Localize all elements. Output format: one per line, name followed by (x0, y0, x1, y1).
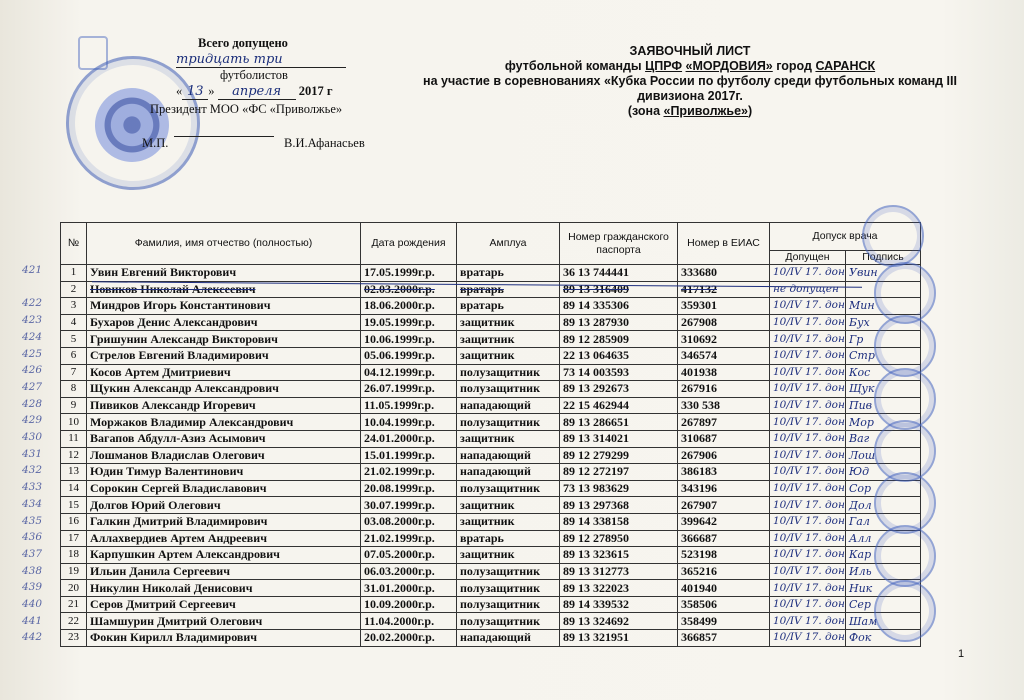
title-line4: дивизиона 2017г. (637, 89, 743, 103)
eias-number: 401940 (678, 580, 770, 597)
player-signature: Дол (846, 497, 921, 514)
table-row (61, 596, 921, 613)
doctor-admission: 10/IV 17. дон (770, 596, 846, 613)
birth-date: 10.04.1999г.р. (361, 414, 457, 431)
row-number: 12 (61, 447, 87, 464)
eias-number: 399642 (678, 513, 770, 530)
table-row (61, 447, 921, 464)
birth-date: 10.09.2000г.р. (361, 596, 457, 613)
passport-number: 89 14 339532 (560, 596, 678, 613)
margin-number: 440 (22, 598, 43, 610)
row-number: 6 (61, 347, 87, 364)
player-name: Щукин Александр Александрович (87, 381, 361, 398)
eias-number: 330 538 (678, 397, 770, 414)
player-signature: Алл (846, 530, 921, 547)
birth-date: 24.01.2000г.р. (361, 430, 457, 447)
margin-number: 441 (22, 614, 43, 627)
eias-number: 310687 (678, 430, 770, 447)
margin-number: 429 (22, 414, 43, 427)
doctor-stamp-icon (862, 205, 924, 267)
passport-number: 22 15 462944 (560, 397, 678, 414)
passport-number: 89 14 335306 (560, 298, 678, 315)
player-name: Сорокин Сергей Владиславович (87, 480, 361, 497)
passport-number: 89 13 297368 (560, 497, 678, 514)
table-row (61, 298, 921, 315)
doctor-admission: 10/IV 17. дон (770, 580, 846, 597)
title-line3: на участие в соревнованиях «Кубка России по футболу среди футбольных команд III (423, 74, 957, 88)
player-role: нападающий (457, 447, 560, 464)
player-signature: Гал (846, 513, 921, 530)
footballers-label: футболистов (220, 68, 288, 82)
row-number: 3 (61, 298, 87, 315)
doctor-admission: 10/IV 17. дон (770, 613, 846, 630)
passport-number: 89 13 287930 (560, 314, 678, 331)
table-row (61, 364, 921, 381)
page-number: 1 (958, 648, 965, 660)
birth-date: 03.08.2000г.р. (361, 513, 457, 530)
birth-date: 11.05.1999г.р. (361, 397, 457, 414)
birth-date: 21.02.1999г.р. (361, 530, 457, 547)
player-signature: Стр (846, 347, 921, 364)
player-name: Стрелов Евгений Владимирович (87, 347, 361, 364)
table-row (61, 547, 921, 564)
doctor-admission: 10/IV 17. дон (770, 464, 846, 481)
player-signature: Кос (846, 364, 921, 381)
doctor-admission: 10/IV 17. дон (770, 314, 846, 331)
doctor-admission: 10/IV 17. дон (770, 414, 846, 431)
header-role: Амплуа (457, 223, 560, 265)
table-row (61, 331, 921, 348)
player-role: нападающий (457, 630, 560, 647)
player-name: Долгов Юрий Олегович (87, 497, 361, 514)
table-row (61, 430, 921, 447)
passport-number: 89 13 292673 (560, 381, 678, 398)
header-passport: Номер гражданского паспорта (560, 223, 678, 265)
player-name: Ильин Данила Сергеевич (87, 563, 361, 580)
player-signature: Бух (846, 314, 921, 331)
doctor-admission: 10/IV 17. дон (770, 430, 846, 447)
margin-number: 433 (22, 481, 43, 494)
player-role: нападающий (457, 464, 560, 481)
player-signature: Юд (846, 464, 921, 481)
row-number: 19 (61, 563, 87, 580)
player-signature: Лош (846, 447, 921, 464)
eias-number: 267916 (678, 381, 770, 398)
player-role: полузащитник (457, 414, 560, 431)
admitted-title: Всего допущено (198, 36, 288, 50)
player-role: полузащитник (457, 381, 560, 398)
birth-date: 20.02.2000г.р. (361, 630, 457, 647)
margin-number: 434 (22, 497, 43, 510)
table-row (61, 265, 921, 282)
eias-number: 333680 (678, 265, 770, 282)
date-day: 13 (182, 84, 208, 100)
margin-number: 437 (22, 547, 43, 560)
header-no: № (61, 223, 87, 265)
eias-number: 401938 (678, 364, 770, 381)
player-role: вратарь (457, 530, 560, 547)
player-signature: Ник (846, 580, 921, 597)
player-role: вратарь (457, 281, 560, 298)
birth-date: 10.06.1999г.р. (361, 331, 457, 348)
margin-number: 424 (22, 330, 43, 343)
table-row (61, 381, 921, 398)
passport-number: 89 12 272197 (560, 464, 678, 481)
player-name: Галкин Дмитрий Владимирович (87, 513, 361, 530)
margin-number: 427 (22, 380, 43, 393)
row-number: 18 (61, 547, 87, 564)
row-number: 13 (61, 464, 87, 481)
player-signature: Кар (846, 547, 921, 564)
player-role: полузащитник (457, 364, 560, 381)
row-number: 4 (61, 314, 87, 331)
player-name: Шамшурин Дмитрий Олегович (87, 613, 361, 630)
doctor-admission: 10/IV 17. дон (770, 530, 846, 547)
player-signature: Увин (846, 265, 921, 282)
player-signature: Ваг (846, 430, 921, 447)
birth-date: 31.01.2000г.р. (361, 580, 457, 597)
player-signature: Гр (846, 331, 921, 348)
eias-number: 358499 (678, 613, 770, 630)
table-row (61, 314, 921, 331)
table-row (61, 530, 921, 547)
player-role: полузащитник (457, 563, 560, 580)
passport-number: 89 13 324692 (560, 613, 678, 630)
player-signature: Мин (846, 298, 921, 315)
table-row (61, 480, 921, 497)
player-name: Аллахвердиев Артем Андреевич (87, 530, 361, 547)
player-name: Новиков Николай Алексеевич (87, 281, 361, 298)
eias-number: 366857 (678, 630, 770, 647)
table-row (61, 414, 921, 431)
player-name: Карпушкин Артем Александрович (87, 547, 361, 564)
margin-number: 439 (22, 581, 43, 594)
doctor-admission: 10/IV 17. дон (770, 381, 846, 398)
player-name: Моржаков Владимир Александрович (87, 414, 361, 431)
date-year: 2017 г (298, 84, 333, 98)
header-name: Фамилия, имя отчество (полностью) (87, 223, 361, 265)
passport-number: 22 13 064635 (560, 347, 678, 364)
doctor-admission: 10/IV 17. дон (770, 497, 846, 514)
row-number: 22 (61, 613, 87, 630)
passport-number: 89 12 278950 (560, 530, 678, 547)
doctor-admission: 10/IV 17. дон (770, 563, 846, 580)
table-row (61, 397, 921, 414)
player-role: защитник (457, 314, 560, 331)
table-row (61, 580, 921, 597)
birth-date: 26.07.1999г.р. (361, 381, 457, 398)
row-number: 9 (61, 397, 87, 414)
birth-date: 11.04.2000г.р. (361, 613, 457, 630)
birth-date: 20.08.1999г.р. (361, 480, 457, 497)
roster-body (61, 265, 921, 647)
player-role: полузащитник (457, 613, 560, 630)
doctor-admission: 10/IV 17. дон (770, 265, 846, 282)
header-birth: Дата рождения (361, 223, 457, 265)
player-signature: Мор (846, 414, 921, 431)
passport-number: 89 13 322023 (560, 580, 678, 597)
table-row (61, 563, 921, 580)
player-role: защитник (457, 547, 560, 564)
approval-date: « 13 » апреля 2017 г (176, 84, 333, 99)
margin-number: 428 (22, 397, 43, 410)
doctor-admission: 10/IV 17. дон (770, 630, 846, 647)
eias-number: 346574 (678, 347, 770, 364)
row-number: 23 (61, 630, 87, 647)
table-row (61, 513, 921, 530)
date-month: апреля (218, 84, 296, 100)
player-role: полузащитник (457, 580, 560, 597)
player-role: полузащитник (457, 480, 560, 497)
eias-number: 267897 (678, 414, 770, 431)
player-role: защитник (457, 347, 560, 364)
title-line5: (зона «Приволжье») (627, 104, 753, 118)
doctor-stamp-icon (874, 580, 936, 642)
title-line2: футбольной команды ЦПРФ «МОРДОВИЯ» город САРАНСК (504, 59, 876, 73)
row-number: 10 (61, 414, 87, 431)
doctor-admission: 10/IV 17. дон (770, 480, 846, 497)
player-signature: Сер (846, 596, 921, 613)
president-name: В.И.Афанасьев (284, 136, 365, 150)
margin-number: 442 (22, 631, 43, 644)
margin-number: 426 (22, 364, 43, 377)
passport-number: 89 13 314021 (560, 430, 678, 447)
doctor-admission: не допущен (770, 281, 846, 298)
eias-number: 359301 (678, 298, 770, 315)
doctor-admission: 10/IV 17. дон (770, 347, 846, 364)
table-row (61, 464, 921, 481)
header-admitted: Допущен (770, 251, 846, 265)
table-row (61, 347, 921, 364)
passport-number: 89 13 323615 (560, 547, 678, 564)
birth-date: 30.07.1999г.р. (361, 497, 457, 514)
margin-number: 422 (22, 297, 43, 310)
doctor-admission: 10/IV 17. дон (770, 447, 846, 464)
margin-number: 421 (22, 264, 43, 276)
margin-number: 435 (22, 514, 43, 527)
eias-number: 343196 (678, 480, 770, 497)
passport-number: 89 12 285909 (560, 331, 678, 348)
birth-date: 21.02.1999г.р. (361, 464, 457, 481)
margin-number: 432 (22, 464, 43, 477)
admitted-count-handwritten: тридцать три (176, 52, 346, 68)
table-row (61, 613, 921, 630)
margin-number: 423 (22, 314, 43, 327)
row-number: 2 (61, 281, 87, 298)
player-signature: Сор (846, 480, 921, 497)
player-role: полузащитник (457, 596, 560, 613)
row-number: 20 (61, 580, 87, 597)
doctor-admission: 10/IV 17. дон (770, 364, 846, 381)
player-name: Косов Артем Дмитриевич (87, 364, 361, 381)
row-number: 7 (61, 364, 87, 381)
eias-number: 365216 (678, 563, 770, 580)
player-signature: Пив (846, 397, 921, 414)
row-number: 1 (61, 265, 87, 282)
player-signature: Щук (846, 381, 921, 398)
table-row (61, 630, 921, 647)
eias-number: 358506 (678, 596, 770, 613)
eias-number: 366687 (678, 530, 770, 547)
birth-date: 05.06.1999г.р. (361, 347, 457, 364)
birth-date: 18.06.2000г.р. (361, 298, 457, 315)
president-signature-line (174, 136, 274, 137)
passport-number: 89 13 312773 (560, 563, 678, 580)
birth-date: 19.05.1999г.р. (361, 314, 457, 331)
birth-date: 06.03.2000г.р. (361, 563, 457, 580)
player-role: вратарь (457, 298, 560, 315)
player-name: Гришунин Александр Викторович (87, 331, 361, 348)
table-row (61, 497, 921, 514)
eias-number: 310692 (678, 331, 770, 348)
birth-date: 15.01.1999г.р. (361, 447, 457, 464)
passport-number: 89 12 279299 (560, 447, 678, 464)
birth-date: 17.05.1999г.р. (361, 265, 457, 282)
row-number: 15 (61, 497, 87, 514)
eias-number: 523198 (678, 547, 770, 564)
row-number: 11 (61, 430, 87, 447)
mp-label: М.П. (142, 136, 169, 150)
player-role: нападающий (457, 397, 560, 414)
eias-number: 386183 (678, 464, 770, 481)
margin-number: 431 (22, 447, 43, 460)
margin-number: 425 (22, 347, 43, 360)
passport-number: 36 13 744441 (560, 265, 678, 282)
passport-number: 89 13 316409 (560, 281, 678, 298)
passport-number: 73 13 983629 (560, 480, 678, 497)
eias-number: 267906 (678, 447, 770, 464)
doctor-admission: 10/IV 17. дон (770, 547, 846, 564)
player-name: Лошманов Владислав Олегович (87, 447, 361, 464)
row-number: 17 (61, 530, 87, 547)
title-line1: ЗАЯВОЧНЫЙ ЛИСТ (629, 44, 751, 58)
doctor-stamp-icon (874, 525, 936, 587)
passport-number: 73 14 003593 (560, 364, 678, 381)
margin-number: 438 (22, 564, 43, 577)
player-role: защитник (457, 513, 560, 530)
player-name: Вагапов Абдулл-Азиз Асымович (87, 430, 361, 447)
row-number: 14 (61, 480, 87, 497)
eias-number: 417132 (678, 281, 770, 298)
player-name: Никулин Николай Денисович (87, 580, 361, 597)
player-name: Серов Дмитрий Сергеевич (87, 596, 361, 613)
birth-date: 07.05.2000г.р. (361, 547, 457, 564)
birth-date: 04.12.1999г.р. (361, 364, 457, 381)
passport-number: 89 13 286651 (560, 414, 678, 431)
player-name: Пивиков Александр Игоревич (87, 397, 361, 414)
player-name: Юдин Тимур Валентинович (87, 464, 361, 481)
margin-number: 436 (22, 531, 43, 544)
president-title: Президент МОО «ФС «Приволжье» (150, 102, 343, 116)
row-number: 5 (61, 331, 87, 348)
doctor-admission: 10/IV 17. дон (770, 513, 846, 530)
eias-number: 267907 (678, 497, 770, 514)
document-title-block (400, 44, 980, 119)
player-name: Бухаров Денис Александрович (87, 314, 361, 331)
header-eias: Номер в ЕИАС (678, 223, 770, 265)
player-role: вратарь (457, 265, 560, 282)
player-signature: Фок (846, 630, 921, 647)
player-signature: Шам (846, 613, 921, 630)
header-signature: Подпись (846, 251, 921, 265)
row-number: 16 (61, 513, 87, 530)
passport-number: 89 14 338158 (560, 513, 678, 530)
player-role: защитник (457, 331, 560, 348)
doctor-admission: 10/IV 17. дон (770, 331, 846, 348)
player-name: Увин Евгений Викторович (87, 265, 361, 282)
row-number: 8 (61, 381, 87, 398)
doctor-admission: 10/IV 17. дон (770, 298, 846, 315)
player-role: защитник (457, 497, 560, 514)
passport-number: 89 13 321951 (560, 630, 678, 647)
player-name: Миндров Игорь Константинович (87, 298, 361, 315)
player-name: Фокин Кирилл Владимирович (87, 630, 361, 647)
margin-number: 430 (22, 431, 43, 443)
player-role: защитник (457, 430, 560, 447)
header-doctor: Допуск врача (770, 223, 921, 251)
row-number: 21 (61, 596, 87, 613)
birth-date: 02.03.2000г.р. (361, 281, 457, 298)
doctor-admission: 10/IV 17. дон (770, 397, 846, 414)
player-signature: Иль (846, 563, 921, 580)
eias-number: 267908 (678, 314, 770, 331)
